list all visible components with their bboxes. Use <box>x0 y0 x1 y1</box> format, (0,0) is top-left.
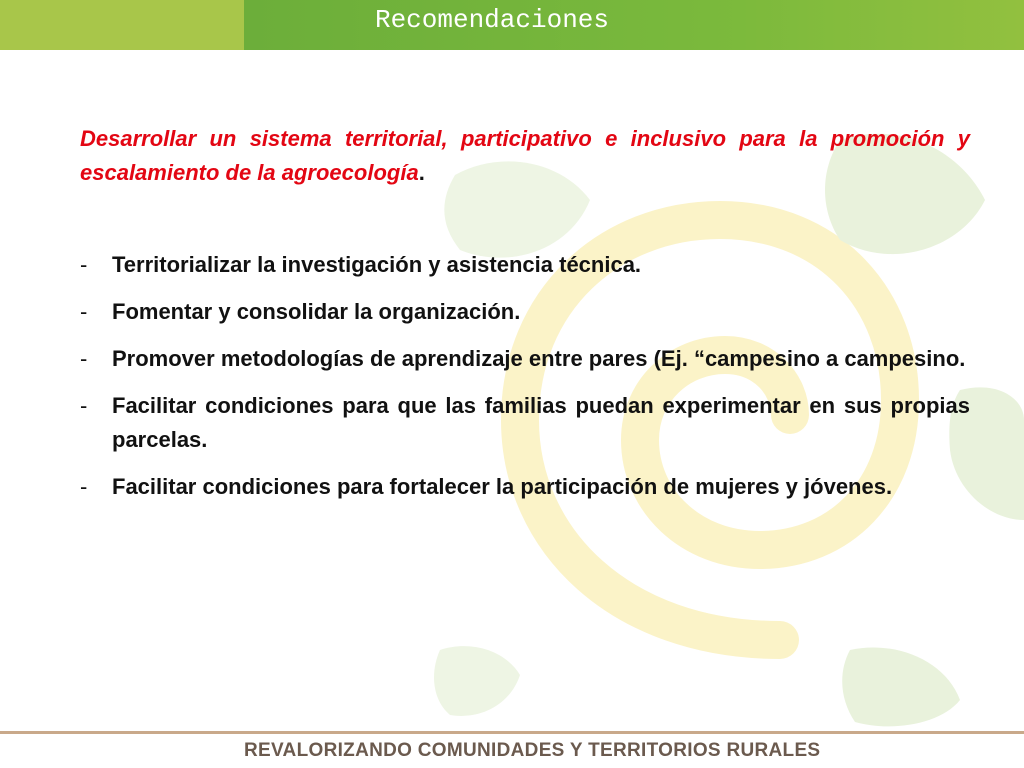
list-item-text: Facilitar condiciones para que las familias puedan experimentar en sus propias parcelas. <box>112 393 970 452</box>
recommendation-list <box>80 248 970 504</box>
list-item <box>80 389 970 457</box>
footer <box>0 731 1024 768</box>
footer-slogan: REVALORIZANDO COMUNIDADES Y TERRITORIOS RURALES <box>244 740 821 761</box>
list-item <box>80 295 970 329</box>
list-item <box>80 470 970 504</box>
list-item <box>80 342 970 376</box>
list-item-text: Territorializar la investigación y asistencia técnica. <box>112 252 642 277</box>
header-bar <box>0 0 1024 50</box>
bullet-marker: - <box>80 299 88 324</box>
bullet-marker: - <box>80 474 88 499</box>
leaf-shape <box>434 646 520 716</box>
footer-divider <box>0 731 1024 734</box>
intro-period: . <box>418 160 425 185</box>
bullet-marker: - <box>80 252 88 277</box>
bullet-marker: - <box>80 393 88 418</box>
header-accent-block <box>0 0 244 50</box>
page-title: Recomendaciones <box>374 5 610 35</box>
list-item-text: Fomentar y consolidar la organización. <box>112 299 521 324</box>
slide-content <box>80 122 970 517</box>
list-item <box>80 248 970 282</box>
leaf-shape <box>842 647 960 726</box>
bullet-marker: - <box>80 346 88 371</box>
intro-statement <box>80 122 970 190</box>
list-item-text: Promover metodologías de aprendizaje entre pares (Ej. “campesino a campesino. <box>112 346 966 371</box>
list-item-text: Facilitar condiciones para fortalecer la participación de mujeres y jóvenes. <box>112 474 893 499</box>
intro-text: Desarrollar un sistema territorial, participativo e inclusivo para la promoción y escalamiento de la agroecología <box>80 126 970 185</box>
